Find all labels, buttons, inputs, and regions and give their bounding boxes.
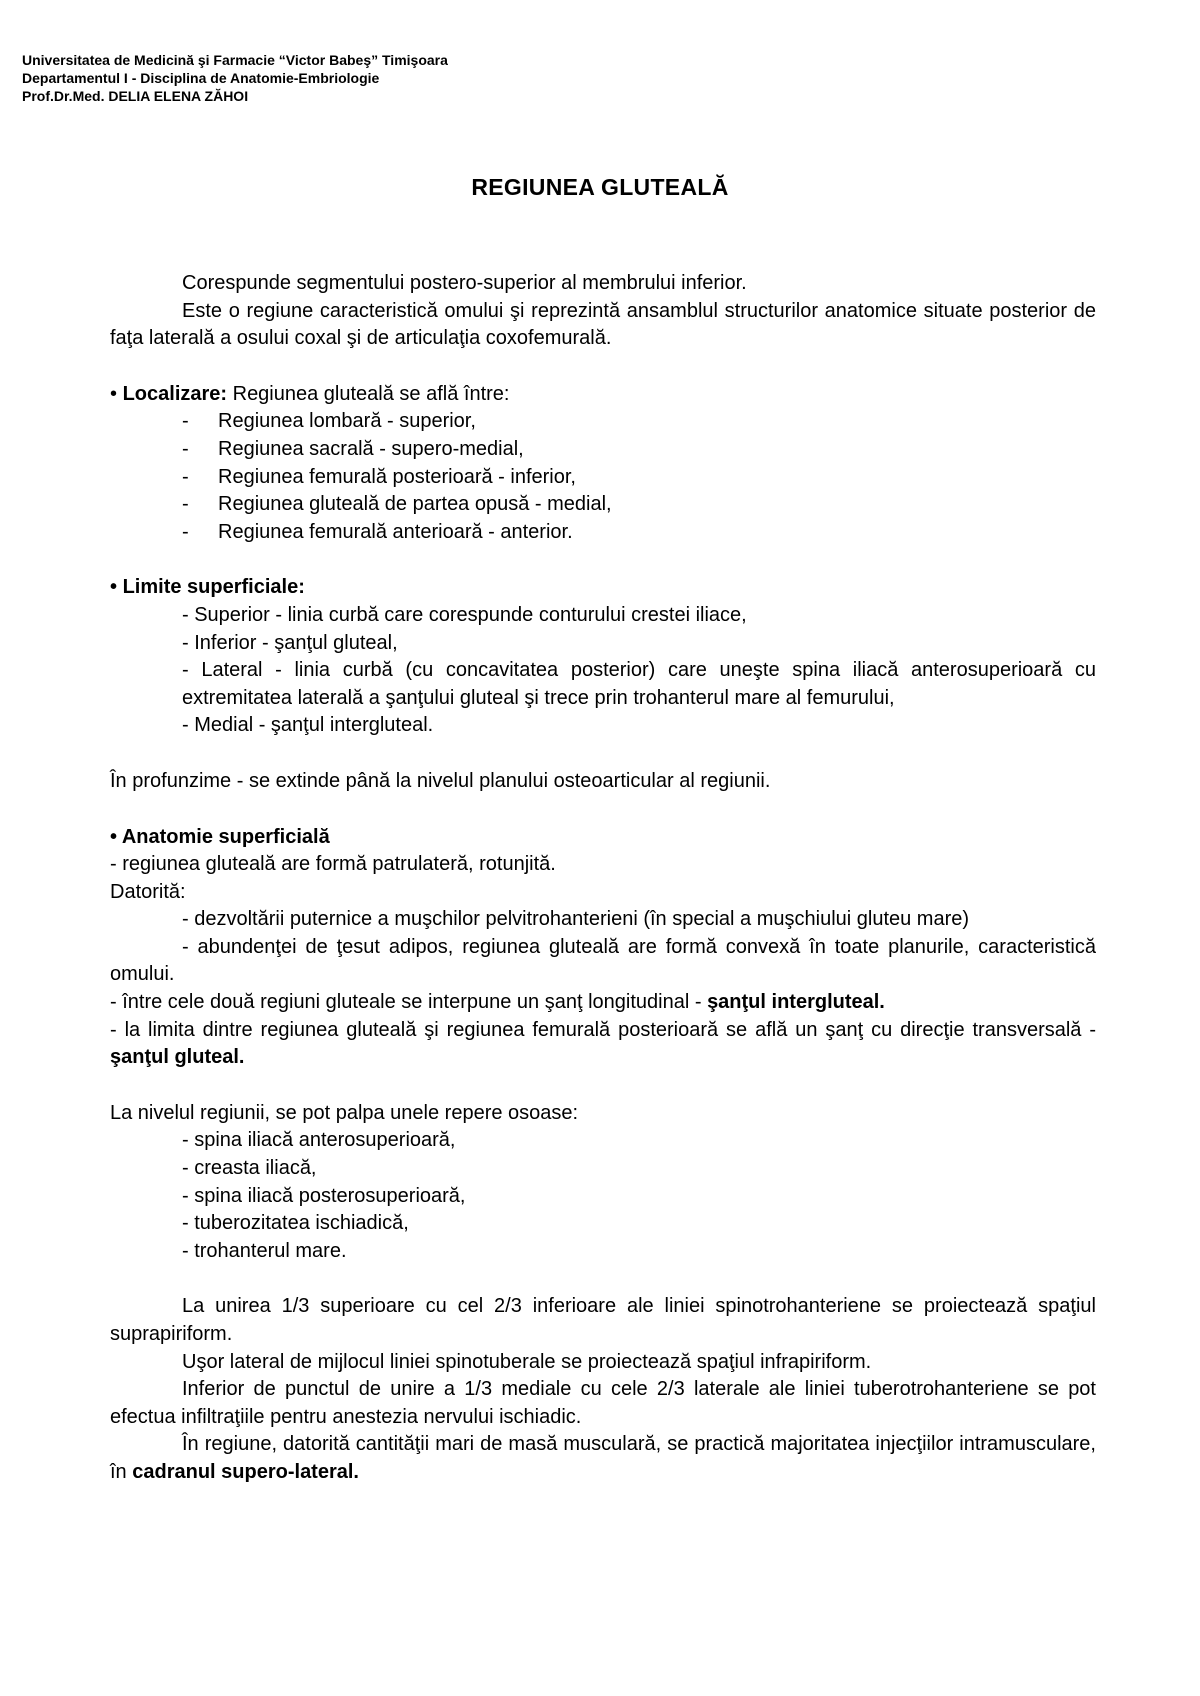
header-university: Universitatea de Medicină şi Farmacie “Victor Babeş” Timişoara <box>22 52 448 68</box>
anatomie-text: - la limita dintre regiunea gluteală şi regiunea femurală posterioară se află un şanţ cu direcţie transversală - <box>110 1018 1096 1041</box>
list-item: - Regiunea sacrală - supero-medial, <box>182 437 524 460</box>
list-item: - trohanterul mare. <box>182 1239 347 1262</box>
spacer <box>110 1072 1096 1100</box>
list-item: - creasta iliacă, <box>182 1157 317 1180</box>
anatomie-line: - abundenţei de ţesut adipos, regiunea gluteală are formă convexă în toate planurile, caracteristică omului. <box>110 935 1096 986</box>
final-paragraph <box>110 1431 1096 1486</box>
anatomie-term: şanţul gluteal. <box>110 1046 245 1069</box>
list-item: - spina iliacă anterosuperioară, <box>182 1129 456 1152</box>
spacer <box>110 796 1096 824</box>
anatomie-line: Datorită: <box>110 880 186 903</box>
anatomie-heading: Anatomie superficială <box>121 825 330 848</box>
localizare-heading: Localizare: <box>122 382 228 405</box>
repere-lead: La nivelul regiunii, se pot palpa unele repere osoase: <box>110 1101 579 1124</box>
intro-paragraph-1: Corespunde segmentului postero-superior al membrului inferior. <box>182 272 747 294</box>
list-item: - Superior - linia curbă care corespunde conturului crestei iliace, <box>182 603 747 626</box>
bullet: • <box>110 825 118 848</box>
header-author: Prof.Dr.Med. DELIA ELENA ZĂHOI <box>22 88 249 104</box>
limite-heading-line <box>110 574 1096 602</box>
final-paragraph: Inferior de punctul de unire a 1/3 mediale cu cele 2/3 laterale ale liniei tuberotrohanteriene se pot efectua infiltraţiile pentru anestezia nervului ischiadic. <box>110 1378 1096 1428</box>
list-item-text: Regiunea gluteală de partea opusă - medial, <box>218 493 612 516</box>
spacer <box>110 1265 1096 1293</box>
document-body <box>110 270 1096 1487</box>
list-item-text: Regiunea sacrală - supero-medial, <box>218 437 524 460</box>
list-item: - Regiunea femurală posterioară - inferior, <box>182 465 576 488</box>
list-item: - Regiunea lombară - superior, <box>182 410 476 433</box>
anatomie-term: şanţul intergluteal. <box>707 991 885 1014</box>
limite-heading: Limite superficiale: <box>122 576 305 599</box>
list-item-text: Regiunea femurală anterioară - anterior. <box>218 520 573 543</box>
list-item: - Lateral - linia curbă (cu concavitatea posterior) care uneşte spina iliacă anterosuperioară cu extremitatea laterală a şanţului gluteal şi trece prin trohanterul mare al femurului, <box>182 659 1096 709</box>
bullet: • <box>110 382 118 405</box>
final-paragraph: La unirea 1/3 superioare cu cel 2/3 inferioare ale liniei spinotrohanteriene se proiectează spaţiul suprapiriform. <box>110 1295 1096 1345</box>
anatomie-text: - între cele două regiuni gluteale se interpune un şanţ longitudinal - <box>110 991 708 1014</box>
bullet: • <box>110 576 118 599</box>
list-item: - Inferior - şanţul gluteal, <box>182 631 398 654</box>
spacer <box>110 546 1096 574</box>
list-item: - Regiunea gluteală de partea opusă - medial, <box>182 493 612 516</box>
spacer <box>110 740 1096 768</box>
document-header <box>22 51 448 105</box>
final-term: cadranul supero-lateral. <box>132 1460 359 1483</box>
intro-paragraph-2: Este o regiune caracteristică omului şi reprezintă ansamblul structurilor anatomice situate posterior de faţa laterală a osului coxal şi de articulaţia coxofemurală. <box>110 299 1096 350</box>
final-paragraph: Uşor lateral de mijlocul liniei spinotuberale se proiectează spaţiul infrapiriform. <box>182 1350 872 1373</box>
anatomie-line <box>110 989 1096 1017</box>
localizare-heading-line <box>110 381 1096 409</box>
list-item-text: Regiunea femurală posterioară - inferior, <box>218 465 576 488</box>
list-item: - tuberozitatea ischiadică, <box>182 1212 409 1235</box>
anatomie-line: - dezvoltării puternice a muşchilor pelvitrohanterieni (în special a muşchiului gluteu mare) <box>182 908 970 931</box>
page-title: REGIUNEA GLUTEALĂ <box>471 174 729 200</box>
list-item-text: Regiunea lombară - superior, <box>218 410 476 433</box>
anatomie-heading-line <box>110 824 1096 852</box>
list-item: - Regiunea femurală anterioară - anterior. <box>182 520 573 543</box>
spacer <box>110 353 1096 381</box>
profunzime-paragraph: În profunzime - se extinde până la nivelul planului osteoarticular al regiunii. <box>110 769 771 792</box>
list-item: - spina iliacă posterosuperioară, <box>182 1184 466 1207</box>
anatomie-line <box>110 1017 1096 1072</box>
final-text: În regiune, datorită cantităţii mari de masă musculară, se practică majoritatea injecţiilor intramusculare, în <box>110 1433 1096 1483</box>
localizare-lead: Regiunea gluteală se află între: <box>227 382 510 405</box>
anatomie-line: - regiunea gluteală are formă patrulateră, rotunjită. <box>110 853 556 876</box>
list-item: - Medial - şanţul intergluteal. <box>182 714 434 737</box>
header-department: Departamentul I - Disciplina de Anatomie-Embriologie <box>22 70 380 86</box>
